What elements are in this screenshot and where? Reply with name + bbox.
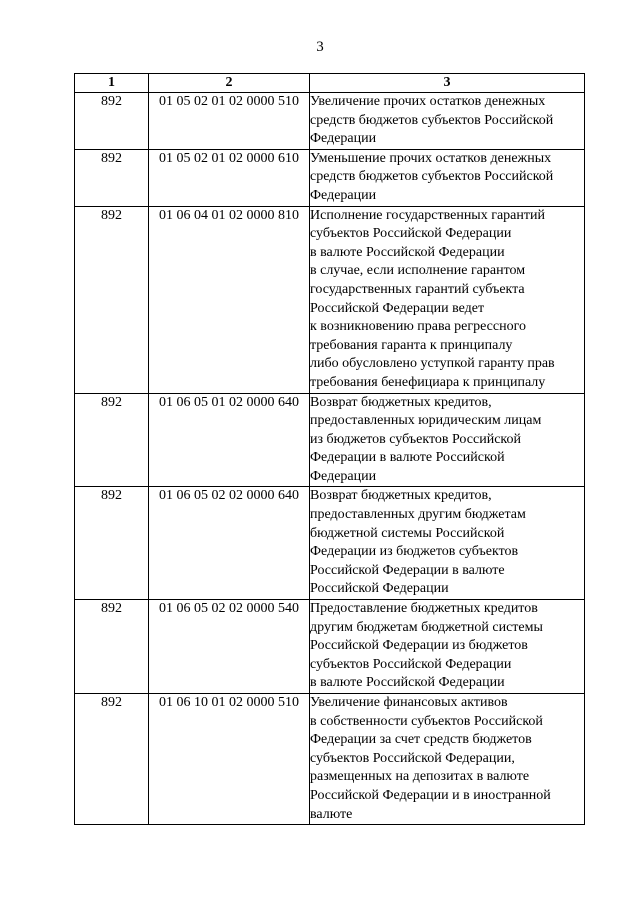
source-name-line: к возникновению права регрессного [310, 319, 526, 335]
source-name-cell [310, 206, 585, 393]
source-code-cell: 01 06 05 02 02 0000 540 [149, 600, 310, 694]
source-name-line: валюте [310, 806, 353, 822]
table-row [75, 149, 585, 206]
source-name-line: требования бенефициара к принципалу [310, 374, 546, 390]
admin-code-cell: 892 [75, 93, 149, 150]
source-code-cell: 01 06 04 01 02 0000 810 [149, 206, 310, 393]
source-name-line: Возврат бюджетных кредитов, [310, 394, 492, 410]
budget-sources-table [74, 73, 585, 825]
table-row [75, 206, 585, 393]
source-code-cell: 01 06 10 01 02 0000 510 [149, 694, 310, 825]
source-name-line: средств бюджетов субъектов Российской [310, 112, 554, 128]
source-code-cell: 01 06 05 02 02 0000 640 [149, 487, 310, 600]
source-name-cell [310, 694, 585, 825]
source-code-cell: 01 05 02 01 02 0000 610 [149, 149, 310, 206]
source-name-line: Российской Федерации из бюджетов [310, 638, 528, 654]
header-col-1: 1 [75, 74, 149, 93]
admin-code-cell: 892 [75, 600, 149, 694]
table-row [75, 393, 585, 487]
source-name-line: Федерации из бюджетов субъектов [310, 544, 519, 560]
source-name-cell [310, 149, 585, 206]
admin-code-cell: 892 [75, 694, 149, 825]
table-header-row [75, 74, 585, 93]
source-name-line: из бюджетов субъектов Российской [310, 431, 521, 447]
source-name-line: Исполнение государственных гарантий [310, 207, 545, 223]
source-name-line: в валюте Российской Федерации [310, 244, 505, 260]
source-name-cell [310, 393, 585, 487]
source-name-line: в валюте Российской Федерации [310, 675, 505, 691]
source-name-line: Предоставление бюджетных кредитов [310, 601, 538, 617]
table-row [75, 487, 585, 600]
table-row [75, 93, 585, 150]
source-name-line: Увеличение финансовых активов [310, 695, 508, 710]
header-col-3: 3 [310, 74, 585, 93]
admin-code-cell: 892 [75, 206, 149, 393]
source-name-line: Российской Федерации ведет [310, 300, 485, 316]
page-number: 3 [316, 39, 324, 55]
source-name-line: средств бюджетов субъектов Российской [310, 169, 554, 185]
source-name-line: предоставленных юридическим лицам [310, 413, 542, 429]
source-name-cell [310, 600, 585, 694]
source-name-line: Федерации [310, 468, 377, 484]
source-name-line: субъектов Российской Федерации [310, 226, 512, 242]
source-name-line: субъектов Российской Федерации, [310, 750, 515, 766]
source-name-line: Российской Федерации в валюте [310, 562, 505, 578]
source-name-line: либо обусловлено уступкой гаранту прав [310, 356, 555, 372]
admin-code-cell: 892 [75, 393, 149, 487]
source-code-cell: 01 05 02 01 02 0000 510 [149, 93, 310, 150]
header-col-2: 2 [149, 74, 310, 93]
source-name-line: субъектов Российской Федерации [310, 656, 512, 672]
source-name-line: Российской Федерации и в иностранной [310, 787, 551, 803]
source-name-cell [310, 93, 585, 150]
table-row [75, 694, 585, 825]
source-name-line: Уменьшение прочих остатков денежных [310, 150, 552, 166]
source-name-line: Федерации в валюте Российской [310, 450, 505, 466]
source-name-line: Федерации [310, 131, 377, 147]
source-code-cell: 01 06 05 01 02 0000 640 [149, 393, 310, 487]
source-name-line: предоставленных другим бюджетам [310, 507, 526, 523]
table-row [75, 600, 585, 694]
source-name-line: размещенных на депозитах в валюте [310, 769, 530, 785]
source-name-line: Федерации [310, 187, 377, 203]
source-name-line: в случае, если исполнение гарантом [310, 263, 526, 279]
source-name-line: Возврат бюджетных кредитов, [310, 488, 492, 504]
admin-code-cell: 892 [75, 487, 149, 600]
source-name-cell [310, 487, 585, 600]
source-name-line: государственных гарантий субъекта [310, 281, 525, 297]
source-name-line: Увеличение прочих остатков денежных [310, 94, 546, 109]
admin-code-cell: 892 [75, 149, 149, 206]
source-name-line: Российской Федерации [310, 581, 449, 597]
source-name-line: Федерации за счет средств бюджетов [310, 732, 532, 748]
source-name-line: бюджетной системы Российской [310, 525, 505, 541]
source-name-line: в собственности субъектов Российской [310, 713, 543, 729]
source-name-line: другим бюджетам бюджетной системы [310, 619, 543, 635]
source-name-line: требования гаранта к принципалу [310, 337, 513, 353]
